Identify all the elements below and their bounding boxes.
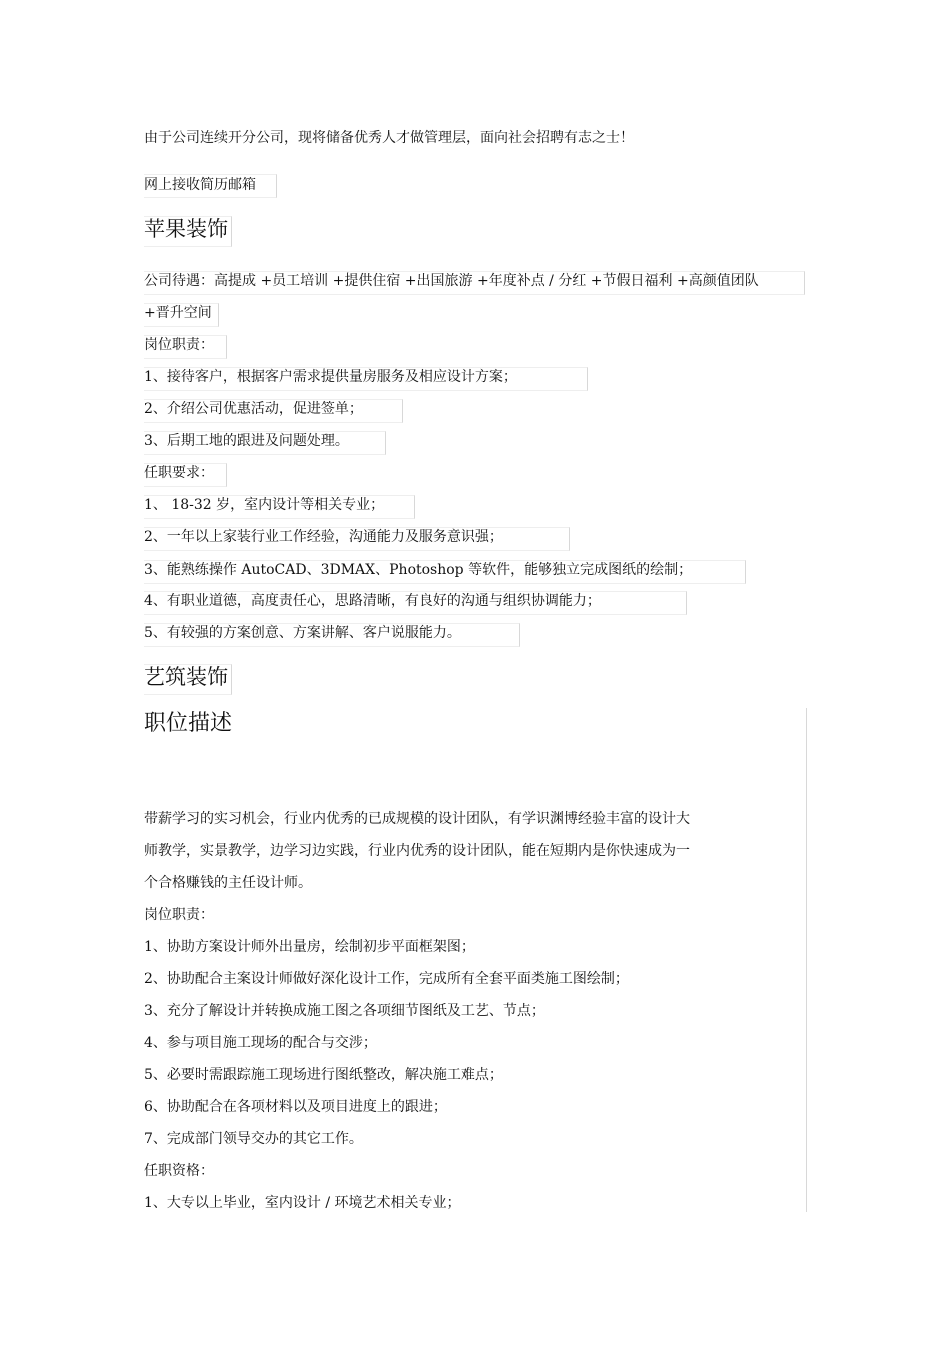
requirement-item: 2、一年以上家装行业工作经验，沟通能力及服务意识强； — [144, 529, 503, 545]
qualification-item: 1、大专以上毕业，室内设计 / 环境艺术相关专业； — [144, 1195, 461, 1211]
cell-border — [144, 591, 687, 615]
cell-border — [144, 271, 805, 295]
cell-border — [144, 527, 570, 551]
duties-title: 岗位职责： — [144, 337, 214, 353]
requirement-item: 1、 18-32 岁，室内设计等相关专业； — [144, 497, 385, 513]
cell-border — [144, 623, 520, 647]
duty-item: 1、接待客户，根据客户需求提供量房服务及相应设计方案； — [144, 369, 517, 385]
duty-item: 4、参与项目施工现场的配合与交涉； — [144, 1035, 377, 1051]
column-rule — [806, 708, 807, 1212]
duties-title: 岗位职责： — [144, 907, 214, 923]
cell-border — [144, 174, 277, 198]
cell-border — [144, 664, 232, 695]
section-title-job-description: 职位描述 — [144, 711, 233, 736]
duty-item: 1、协助方案设计师外出量房，绘制初步平面框架图； — [144, 939, 475, 955]
duty-item: 3、充分了解设计并转换成施工图之各项细节图纸及工艺、节点； — [144, 1003, 545, 1019]
cell-border — [144, 216, 232, 247]
duty-item: 2、介绍公司优惠活动，促进签单； — [144, 401, 363, 417]
cell-border — [144, 560, 746, 584]
description-line: 个合格赚钱的主任设计师。 — [144, 875, 312, 891]
requirement-item: 4、有职业道德，高度责任心，思路清晰，有良好的沟通与组织协调能力； — [144, 593, 601, 609]
cell-border — [144, 431, 386, 455]
requirements-title: 任职要求： — [144, 465, 214, 481]
duty-item: 6、协助配合在各项材料以及项目进度上的跟进； — [144, 1099, 447, 1115]
requirement-item: 5、有较强的方案创意、方案讲解、客户说服能力。 — [144, 625, 461, 641]
benefits-line-2: +晋升空间 — [144, 305, 212, 321]
company-name-apple: 苹果装饰 — [144, 217, 228, 241]
cell-border — [144, 303, 219, 327]
qualifications-title: 任职资格： — [144, 1163, 214, 1179]
cell-border — [144, 463, 227, 487]
cell-border — [144, 335, 227, 359]
cell-border — [144, 367, 588, 391]
description-line: 师教学，实景教学，边学习边实践，行业内优秀的设计团队，能在短期内是你快速成为一 — [144, 843, 690, 859]
cell-border — [144, 399, 403, 423]
duty-item: 7、完成部门领导交办的其它工作。 — [144, 1131, 363, 1147]
duty-item: 5、必要时需跟踪施工现场进行图纸整改，解决施工难点； — [144, 1067, 503, 1083]
cell-border — [144, 495, 415, 519]
description-line: 带薪学习的实习机会，行业内优秀的已成规模的设计团队，有学识渊博经验丰富的设计大 — [144, 811, 690, 827]
requirement-item: 3、能熟练操作 AutoCAD、3DMAX、Photoshop 等软件，能够独立完成图纸的绘制； — [144, 562, 693, 578]
duty-item: 2、协助配合主案设计师做好深化设计工作，完成所有全套平面类施工图绘制； — [144, 971, 629, 987]
company-name-yizhu: 艺筑装饰 — [144, 665, 228, 689]
email-label: 网上接收简历邮箱 — [144, 177, 256, 193]
intro-text: 由于公司连续开分公司，现将储备优秀人才做管理层，面向社会招聘有志之士！ — [144, 130, 634, 146]
benefits-line-1: 公司待遇：高提成 +员工培训 +提供住宿 +出国旅游 +年度补点 / 分红 +节假日福利 +高颜值团队 — [144, 273, 759, 289]
duty-item: 3、后期工地的跟进及问题处理。 — [144, 433, 349, 449]
